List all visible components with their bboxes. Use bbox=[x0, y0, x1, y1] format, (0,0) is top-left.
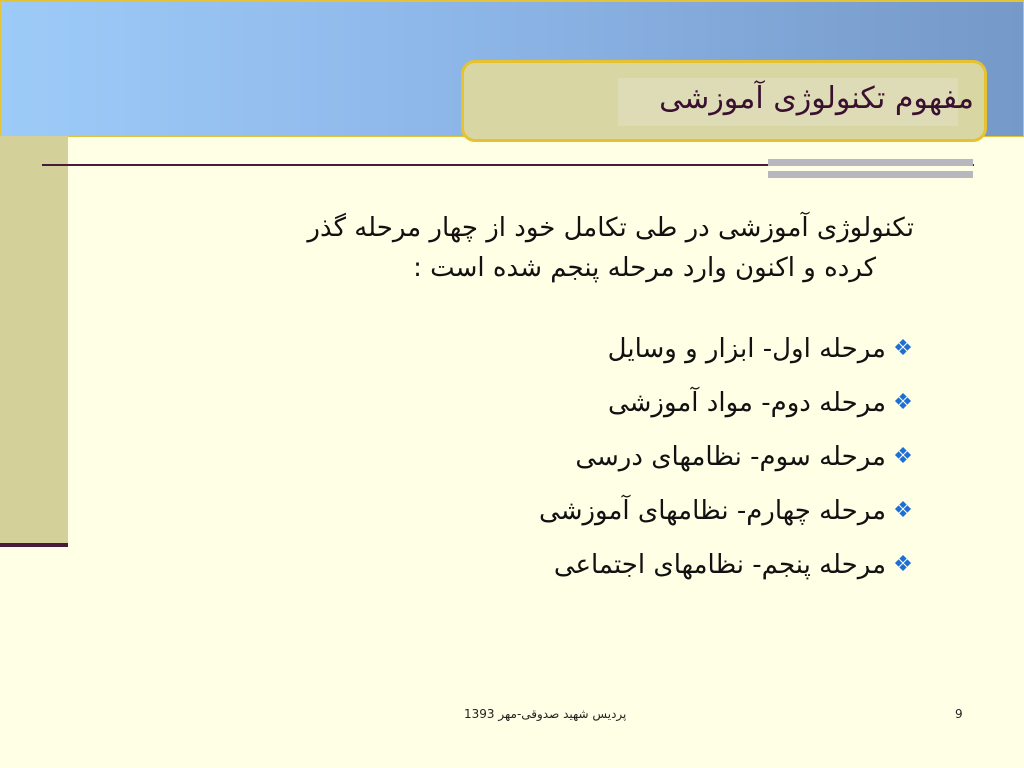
footer-text: پردیس شهید صدوقی-مهر 1393 bbox=[464, 707, 627, 721]
left-divider-line bbox=[0, 543, 68, 547]
intro-line-1: تکنولوژی آموزشی در طی تکامل خود از چهار مرحله گذر bbox=[307, 213, 914, 243]
left-side-bar bbox=[0, 136, 68, 546]
gray-accent-bar-top bbox=[768, 159, 973, 166]
title-box bbox=[461, 60, 987, 142]
list-item bbox=[154, 538, 914, 592]
slide-body bbox=[154, 208, 914, 592]
stage-text: مرحله پنجم- نظامهای اجتماعی bbox=[553, 550, 886, 580]
diamond-bullet-icon: ❖ bbox=[893, 498, 913, 523]
diamond-bullet-icon: ❖ bbox=[893, 444, 913, 469]
page-number: 9 bbox=[955, 707, 963, 721]
stage-text: مرحله اول- ابزار و وسایل bbox=[607, 334, 886, 364]
gray-accent-bar-bottom bbox=[768, 171, 973, 178]
list-item bbox=[154, 376, 914, 430]
diamond-bullet-icon: ❖ bbox=[893, 336, 913, 361]
stage-text: مرحله چهارم- نظامهای آموزشی bbox=[539, 496, 886, 526]
slide-title: مفهوم تکنولوژی آموزشی bbox=[659, 81, 974, 116]
diamond-bullet-icon: ❖ bbox=[893, 390, 913, 415]
list-item bbox=[154, 430, 914, 484]
list-item bbox=[154, 484, 914, 538]
intro-line-2: کرده و اکنون وارد مرحله پنجم شده است : bbox=[413, 253, 876, 283]
intro-paragraph bbox=[154, 208, 914, 288]
stage-text: مرحله دوم- مواد آموزشی bbox=[607, 388, 886, 418]
list-item bbox=[154, 322, 914, 376]
diamond-bullet-icon: ❖ bbox=[893, 552, 913, 577]
stage-text: مرحله سوم- نظامهای درسی bbox=[575, 442, 886, 472]
stages-list bbox=[154, 322, 914, 592]
